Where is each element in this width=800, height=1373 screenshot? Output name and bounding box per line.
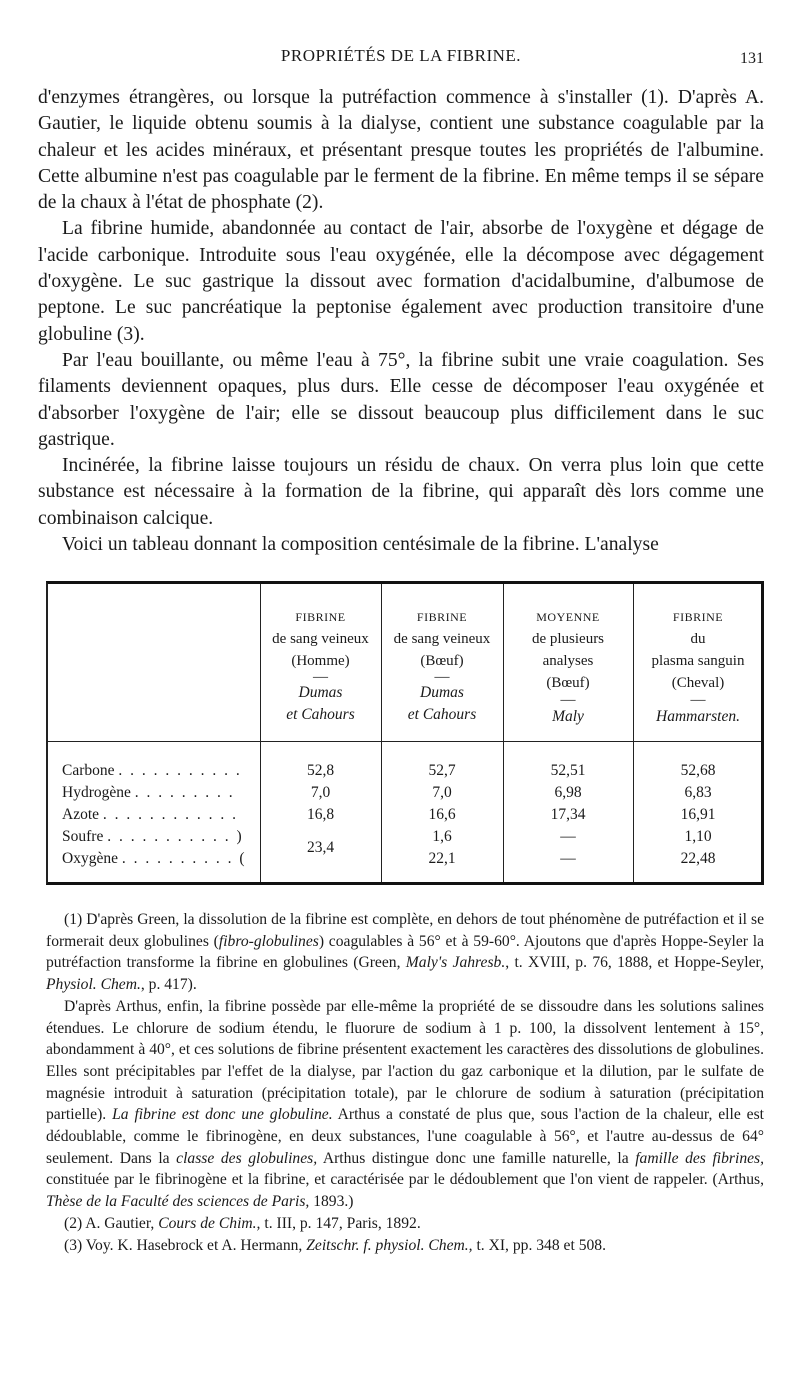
main-text bbox=[38, 85, 764, 558]
footnote-1-continued bbox=[46, 996, 764, 1213]
table-cell: 52,7 bbox=[428, 762, 456, 779]
column-author: et Cahours bbox=[286, 706, 355, 723]
column-line: de plusieurs bbox=[531, 631, 605, 647]
footnote-text: (3) Voy. K. Hasebrock et A. Hermann, bbox=[64, 1236, 307, 1254]
footnotes bbox=[46, 909, 764, 1256]
column-line: analyses bbox=[542, 653, 594, 669]
header-rule bbox=[48, 741, 761, 742]
footnote-text: , t. XVIII, p. 76, 1888, et Hoppe-Seyler, bbox=[505, 954, 764, 972]
footnote-italic: famille des fibrines, bbox=[635, 1149, 765, 1167]
footnote-italic: La fibrine est donc une globuline. bbox=[112, 1106, 333, 1124]
table-cell: 16,91 bbox=[680, 806, 716, 823]
column-line: (Bœuf) bbox=[420, 653, 464, 669]
column-header-boeuf bbox=[381, 606, 503, 726]
paragraph-1: d'enzymes étrangères, ou lorsque la putréfaction commence à s'installer (1). D'après A. Gautier, le liquide obtenu soumis à la dialyse, contient une substance coagulable par la chaleur et les acides minéraux, et présentant presque toutes les propriétés de l'albumine. Cette albumine n'est pas coagulable par le ferment de la fibrine. En même temps il se sépare de la chaux à l'état de phosphate (2). bbox=[38, 87, 764, 214]
table-cell: 22,1 bbox=[428, 850, 456, 867]
footnote-text: Arthus distingue donc une famille naturelle, la bbox=[317, 1149, 636, 1167]
column-caps: FIBRINE bbox=[295, 610, 346, 624]
column-dash: — bbox=[690, 692, 706, 708]
column-header-homme bbox=[260, 606, 381, 726]
row-label-text: Soufre bbox=[62, 828, 104, 845]
column-line: de sang veineux bbox=[272, 631, 369, 647]
table-cell: 16,8 bbox=[306, 806, 335, 823]
running-header bbox=[38, 46, 764, 70]
paragraph-5: Voici un tableau donnant la composition centésimale de la fibrine. L'analyse bbox=[62, 534, 659, 556]
row-label-text: Carbone bbox=[62, 762, 115, 779]
column-caps: MOYENNE bbox=[536, 610, 600, 624]
row-label-soufre bbox=[62, 828, 244, 846]
table-cell: 52,51 bbox=[550, 762, 586, 779]
column-line: plasma sanguin bbox=[651, 653, 745, 669]
footnote-italic: Thèse de la Faculté des sciences de Paris, bbox=[46, 1193, 310, 1211]
column-line: (Cheval) bbox=[671, 675, 725, 691]
column-author: et Cahours bbox=[407, 706, 477, 723]
table-cell: 7,0 bbox=[432, 784, 452, 801]
column-dash: — bbox=[560, 692, 576, 708]
table-cell: 22,48 bbox=[680, 850, 716, 867]
footnote-text: ) coagulables à 56° et à 59-60°. Ajoutons que d'après Hoppe-Seyler la putréfaction transforme la fibrine en globulines (Green, bbox=[46, 932, 765, 972]
paragraph-3: Par l'eau bouillante, ou même l'eau à 75°, la fibrine subit une vraie coagulation. Ses filaments deviennent opaques, plus durs. Elle cesse de décomposer l'eau oxygénée et d'absorber l'oxygène de l'air; elle se dissout beaucoup plus difficilement dans le suc gastrique. bbox=[38, 349, 764, 450]
row-label-azote bbox=[62, 806, 238, 824]
row-label-text: Hydrogène bbox=[62, 784, 131, 801]
footnote-italic: classe des globulines, bbox=[176, 1149, 318, 1167]
leader-dots: . . . . . . . . . bbox=[134, 784, 235, 801]
running-title: PROPRIÉTÉS DE LA FIBRINE. bbox=[280, 46, 522, 65]
table-cell: 1,6 bbox=[432, 828, 452, 845]
footnote-text: D'après Arthus, enfin, la fibrine possède par elle-même la propriété de se dissoudre dans les solutions salines étendues. Le chlorure de sodium étendu, le fluorure de sodium à 1 p. 100, la dissolvent lentement à 15°, abondamment à 40°, et ces solutions de fibrine présentent exactement les caractères des dissolutions de globulines. Elles sont précipitables par l'effet de la dialyse, par l'action du gaz carbonique et la dilution, par le sulfate de magnésie introduit à saturation (précipitation totale), par le chlorure de sodium à saturation (précipitation partielle). bbox=[46, 997, 764, 1124]
column-line: du bbox=[690, 631, 706, 647]
row-label-text: Azote bbox=[62, 806, 100, 823]
footnote-1 bbox=[46, 909, 764, 996]
table-cell: 52,68 bbox=[680, 762, 716, 779]
table-cell: — bbox=[560, 850, 576, 867]
column-caps: FIBRINE bbox=[672, 610, 724, 624]
leader-dots: . . . . . . . . . . . ) bbox=[107, 828, 244, 845]
leader-dots: . . . . . . . . . . ( bbox=[121, 850, 247, 867]
table-cell-merged: 23,4 bbox=[306, 839, 335, 856]
footnote-italic: Physiol. Chem. bbox=[46, 976, 141, 994]
column-line: (Homme) bbox=[291, 653, 350, 669]
footnote-2 bbox=[46, 1213, 764, 1235]
table-cell: 1,10 bbox=[684, 828, 712, 845]
table-cell: 6,98 bbox=[554, 784, 582, 801]
column-author: Maly bbox=[552, 708, 584, 725]
table-cell: 6,83 bbox=[684, 784, 712, 801]
column-caps: FIBRINE bbox=[416, 610, 468, 624]
footnote-text: (2) A. Gautier, bbox=[64, 1214, 159, 1232]
table-cell: 52,8 bbox=[306, 762, 335, 779]
footnote-italic: Maly's Jahresb. bbox=[405, 954, 506, 972]
column-line: (Bœuf) bbox=[546, 675, 590, 691]
footnote-text: t. XI, pp. 348 et 508. bbox=[472, 1236, 606, 1254]
paragraph-4: Incinérée, la fibrine laisse toujours un résidu de chaux. On verra plus loin que cette substance est nécessaire à la formation de la fibrine, qui apparaît dès lors comme une combinaison calcique. bbox=[38, 455, 764, 529]
page-number: 131 bbox=[740, 50, 764, 67]
footnote-3 bbox=[46, 1235, 764, 1257]
composition-table bbox=[46, 581, 764, 885]
column-dash: — bbox=[313, 669, 328, 685]
column-author: Dumas bbox=[420, 684, 464, 701]
leader-dots: . . . . . . . . . . . bbox=[118, 762, 242, 779]
footnote-text: Arthus a constaté de plus que, sous l'action de la chaleur, elle est dédoublable, comme le fibrinogène, en deux substances, l'une coagulable à 56°, et l'autre au-dessus de 64° seulement. Dans la bbox=[46, 1106, 764, 1167]
footnote-italic: Cours de Chim., bbox=[158, 1214, 261, 1232]
column-author: Dumas bbox=[298, 684, 343, 701]
column-header-moyenne bbox=[503, 606, 633, 728]
paragraph-2: La fibrine humide, abandonnée au contact de l'air, absorbe de l'oxygène et dégage de l'acide carbonique. Introduite sous l'eau oxygénée, elle la décompose avec dégagement d'oxygène. Le suc gastrique la dissout avec formation d'acidalbumine, d'albumose de peptone. Le suc pancréatique la peptonise également avec production transitoire d'une globuline (3). bbox=[38, 218, 764, 345]
table-cell: 7,0 bbox=[310, 784, 331, 801]
footnote-text: t. III, p. 147, Paris, 1892. bbox=[260, 1214, 421, 1232]
column-author: Hammarsten. bbox=[656, 708, 740, 725]
footnote-text: , p. 417). bbox=[140, 976, 197, 994]
row-label-text: Oxygène bbox=[62, 850, 118, 867]
footnote-text: constituée par le fibrinogène et la fibrine, et caractérisée par le dédoublement que l'on vient de rappeler. (Arthus, bbox=[46, 1171, 764, 1189]
table-cell: 16,6 bbox=[428, 806, 456, 823]
table-cell: 17,34 bbox=[550, 806, 586, 823]
column-line: de sang veineux bbox=[393, 631, 491, 647]
footnote-text: 1893.) bbox=[309, 1193, 354, 1211]
footnote-italic: Zeitschr. f. physiol. Chem., bbox=[306, 1236, 473, 1254]
column-header-cheval bbox=[633, 606, 763, 728]
footnote-text: (1) D'après Green, la dissolution de la fibrine est complète, en dehors de tout phénomène de putréfaction et il se formerait deux globulines ( bbox=[46, 911, 764, 950]
table-cell: — bbox=[560, 828, 576, 845]
row-label-carbone bbox=[62, 762, 242, 780]
row-label-oxygene bbox=[62, 850, 247, 868]
column-dash: — bbox=[434, 669, 450, 685]
row-label-hydrogene bbox=[62, 784, 235, 802]
footnote-italic: fibro-globulines bbox=[218, 932, 319, 950]
leader-dots: . . . . . . . . . . . . bbox=[102, 806, 239, 823]
